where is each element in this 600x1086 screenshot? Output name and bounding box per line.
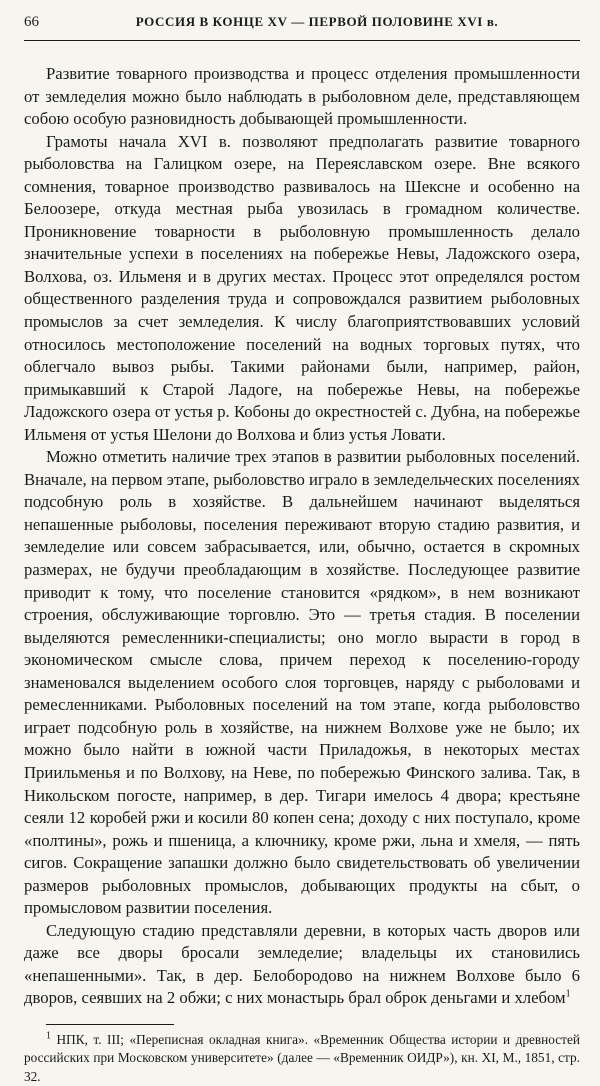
body-text <box>24 63 580 1010</box>
footnote-reference: 1 <box>565 988 571 1000</box>
footnote-rule <box>46 1024 174 1025</box>
footnote-text: НПК, т. III; «Переписная окладная книга». «Временник Общества истории и древностей российских при Московском университете» (далее — «Временник ОИДР»), кн. XI, М., 1851, стр. 32. <box>24 1031 580 1084</box>
paragraph <box>24 920 580 1010</box>
paragraph-text: Следующую стадию представляли деревни, в которых часть дворов или даже все дворы бросали земледелие; владельцы их становились «непашенными». Так, в дер. Белобородово на нижнем Волхове было 6 дворов, сеявших на 2 обжи; с них монастырь брал оброк деньгами и хлебом <box>24 920 580 1008</box>
footnote <box>24 1031 580 1086</box>
header-rule <box>24 40 580 41</box>
paragraph: Можно отметить наличие трех этапов в развитии рыболовных поселений. Вначале, на первом этапе, рыболовство играло в земледельческих поселениях подсобную роль в хозяйстве. В дальнейшем начинают выделяться непашенные рыболовы, поселения переживают вторую стадию развития, и земледелие или совсем забрасывается, или, обычно, остается в скромных размерах, не будучи преобладающим в хозяйстве. Последующее развитие приводит к тому, что поселение становится «рядком», в нем возникают строения, обслуживающие торговлю. Это — третья стадия. В поселении выделяются ремесленники-специалисты; оно могло вырасти в город в экономическом смысле слова, причем переход к поселению-городу знаменовался выделением особого слоя торговцев, наряду с рыболовами и ремесленниками. Рыболовных поселений на том этапе, когда рыболовство играет подсобную роль в хозяйстве, на нижнем Волхове уже не было; их можно было найти в южной части Приладожья, в некоторых местах Приильменья и по Волхову, на Неве, по побережью Финского залива. Так, в Никольском погосте, например, в дер. Тигари имелось 4 двора; крестьяне сеяли 12 коробей ржи и косили 80 копен сена; доходу с них поступало, кроме «полтины», рожь и пшеница, а ключнику, кроме ржи, льна и хмеля, — пять сигов. Сокращение запашки должно было свидетельствовать об увеличении размеров рыболовных промыслов, добывающих продукты на сбыт, о промысловом развитии поселения. <box>24 447 580 918</box>
running-head: РОССИЯ В КОНЦЕ XV — ПЕРВОЙ ПОЛОВИНЕ XVI в. <box>135 14 499 29</box>
paragraph: Развитие товарного производства и процесс отделения промышленности от земледелия можно было наблюдать в рыболовном деле, представляющем собою особую разновидность добывающей промышленности. <box>24 64 580 129</box>
footnote-marker: 1 <box>46 1030 51 1042</box>
page-number: 66 <box>24 14 39 30</box>
paragraph: Грамоты начала XVI в. позволяют предполагать развитие товарного рыболовства на Галицком озере, на Переяславском озере. Вне всякого сомнения, товарное производство развивалось на Шексне и особенно на Белоозере, откуда местная рыба увозилась в громадном количестве. Проникновение товарности в рыболовную промышленность делало значительные успехи в поселениях на побережье Невы, Ладожского озера, Волхова, оз. Ильменя и в других местах. Процесс этот определялся ростом общественного разделения труда и сопровождался развитием рыболовных промыслов за счет земледелия. К числу благоприятствовавших условий относилось местоположение поселений на водных торговых путях, что облегчало вывоз рыбы. Такими районами были, например, район, примыкавший к Старой Ладоге, на побережье Невы, на побережье Ладожского озера от устья р. Кобоны до окрестностей с. Дубна, на побережье Ильменя от устья Шелони до Волхова и близ устья Ловати. <box>24 131 580 444</box>
page-header <box>24 14 580 36</box>
